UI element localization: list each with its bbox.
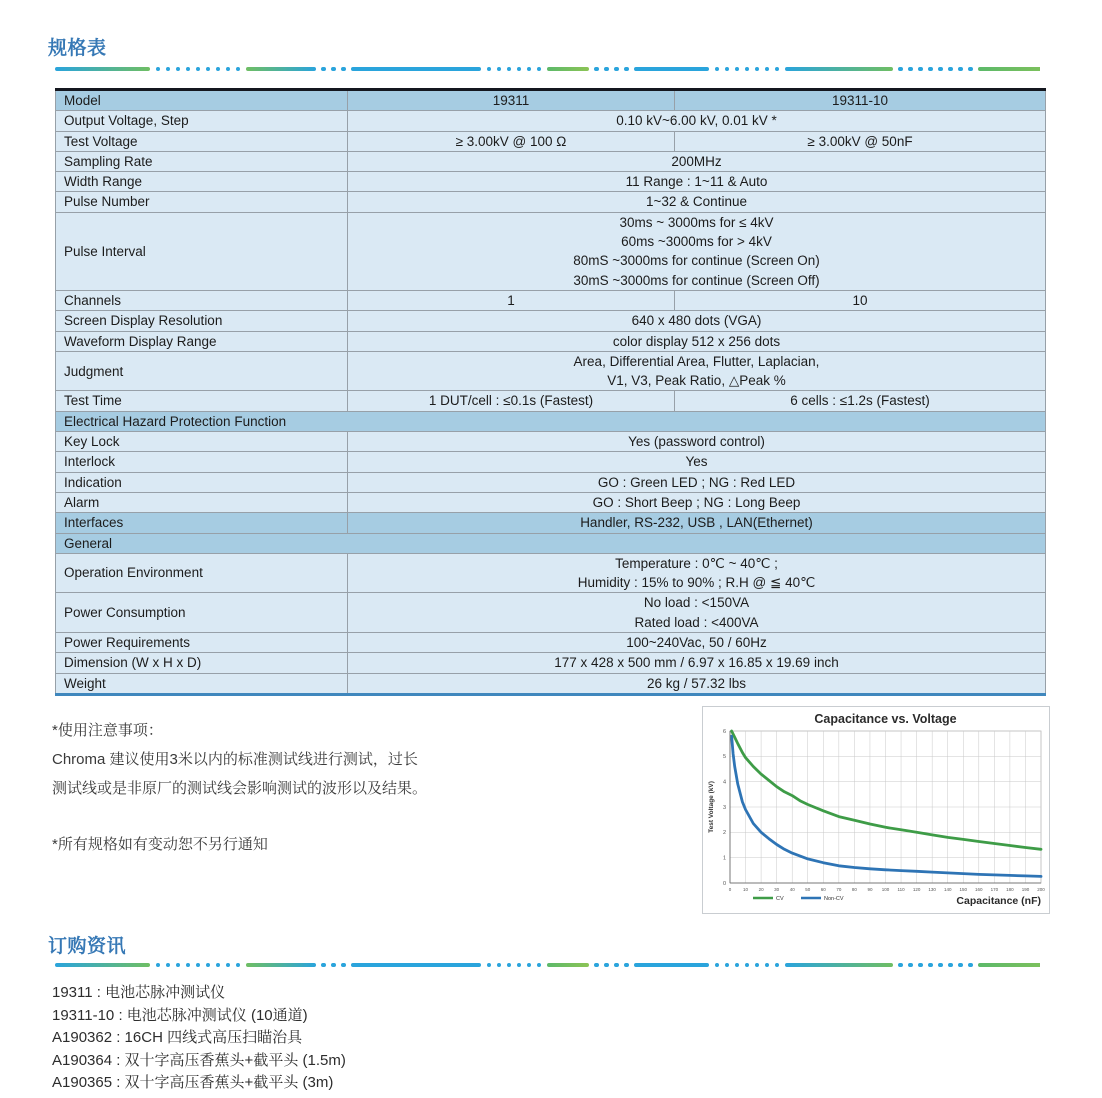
- divider-dot: [715, 963, 720, 968]
- divider-dot: [176, 963, 181, 968]
- spec-label-cell: Screen Display Resolution: [56, 311, 348, 331]
- divider-dot: [487, 67, 492, 72]
- spec-table-row: [56, 492, 1046, 512]
- spec-table-row: [56, 111, 1046, 131]
- svg-text:190: 190: [1021, 887, 1030, 892]
- spec-value-cell: 26 kg / 57.32 lbs: [348, 673, 1046, 694]
- divider-bar: [978, 963, 1040, 968]
- spec-value-cell: 6 cells : ≤1.2s (Fastest): [675, 391, 1046, 411]
- divider-dot: [948, 67, 953, 72]
- divider-dot: [487, 963, 492, 968]
- spec-table-row: [56, 131, 1046, 151]
- spec-label-cell: Dimension (W x H x D): [56, 653, 348, 673]
- spec-table-row: [56, 192, 1046, 212]
- spec-table-row: [56, 172, 1046, 192]
- ordering-section-title: 订购资讯: [48, 936, 127, 957]
- divider-dot: [186, 67, 191, 72]
- spec-table-row: [56, 533, 1046, 553]
- spec-value-cell: ≥ 3.00kV @ 50nF: [675, 131, 1046, 151]
- divider-dot: [176, 67, 181, 72]
- model-label-cell: Model: [56, 90, 348, 111]
- spec-value-cell: Handler, RS-232, USB , LAN(Ethernet): [348, 513, 1046, 533]
- divider-dot: [527, 963, 532, 968]
- divider-dot: [614, 67, 619, 72]
- divider-dot: [745, 963, 750, 968]
- divider-dot: [908, 67, 913, 72]
- divider-bar: [246, 67, 316, 72]
- spec-value-cell: GO : Short Beep ; NG : Long Beep: [348, 492, 1046, 512]
- spec-label-cell: Indication: [56, 472, 348, 492]
- svg-text:CV: CV: [776, 896, 784, 902]
- divider-dot: [624, 67, 629, 72]
- divider-dot: [226, 963, 231, 968]
- divider-dot: [958, 67, 963, 72]
- spec-table-row: [56, 452, 1046, 472]
- svg-text:30: 30: [774, 887, 780, 892]
- svg-text:170: 170: [990, 887, 999, 892]
- ordering-list: [52, 982, 346, 1095]
- spec-table-row: [56, 331, 1046, 351]
- spec-label-cell: Test Time: [56, 391, 348, 411]
- divider-dot: [156, 963, 161, 968]
- svg-text:20: 20: [758, 887, 764, 892]
- spec-value-cell: Yes (password control): [348, 432, 1046, 452]
- spec-value-cell: ≥ 3.00kV @ 100 Ω: [348, 131, 675, 151]
- divider-dot: [594, 963, 599, 968]
- divider-dot: [226, 67, 231, 72]
- spec-label-cell: Test Voltage: [56, 131, 348, 151]
- divider-dot: [497, 67, 502, 72]
- divider-dot: [715, 67, 720, 72]
- spec-value-cell: Area, Differential Area, Flutter, Laplacian, V1, V3, Peak Ratio, △Peak %: [348, 351, 1046, 391]
- divider-dot: [196, 963, 201, 968]
- section-divider: [55, 66, 1040, 72]
- divider-bar: [547, 963, 589, 968]
- spec-table-row: [56, 311, 1046, 331]
- spec-label-cell: Channels: [56, 290, 348, 310]
- spec-value-cell: GO : Green LED ; NG : Red LED: [348, 472, 1046, 492]
- chart-y-axis-label: Test Voltage (kV): [708, 781, 715, 833]
- spec-table-row: [56, 553, 1046, 593]
- spec-label-cell: Judgment: [56, 351, 348, 391]
- spec-value-cell: No load : <150VA Rated load : <400VA: [348, 593, 1046, 633]
- ordering-item: 19311-10 : 电池芯脉冲测试仪 (10通道): [52, 1006, 308, 1024]
- spec-label-cell: Power Requirements: [56, 633, 348, 653]
- spec-table-row: [56, 593, 1046, 633]
- divider-dot: [236, 67, 241, 72]
- divider-dot: [206, 67, 211, 72]
- divider-dot: [341, 67, 346, 72]
- divider-dot: [765, 67, 770, 72]
- svg-text:60: 60: [820, 887, 826, 892]
- divider-dot: [968, 67, 973, 72]
- spec-value-cell: 10: [675, 290, 1046, 310]
- svg-text:40: 40: [789, 887, 795, 892]
- divider-dot: [604, 963, 609, 968]
- model-19311-cell: 19311: [348, 90, 675, 111]
- divider-dot: [156, 67, 161, 72]
- divider-bar: [351, 67, 481, 72]
- divider-dot: [507, 963, 512, 968]
- divider-dot: [938, 963, 943, 968]
- divider-bar: [978, 67, 1040, 72]
- spec-label-cell: Output Voltage, Step: [56, 111, 348, 131]
- divider-dot: [898, 67, 903, 72]
- divider-dot: [928, 963, 933, 968]
- spec-value-cell: 200MHz: [348, 151, 1046, 171]
- spec-value-cell: 1: [348, 290, 675, 310]
- ordering-item: 19311 : 电池芯脉冲测试仪: [52, 984, 226, 1001]
- spec-value-cell: 1~32 & Continue: [348, 192, 1046, 212]
- svg-text:80: 80: [851, 887, 857, 892]
- divider-dot: [735, 67, 740, 72]
- divider-dot: [604, 67, 609, 72]
- svg-text:110: 110: [897, 887, 905, 892]
- divider-dot: [537, 963, 542, 968]
- svg-text:1: 1: [722, 855, 726, 862]
- section-header-cell: General: [56, 533, 1046, 553]
- divider-dot: [517, 963, 522, 968]
- divider-dot: [331, 67, 336, 72]
- spec-label-cell: Width Range: [56, 172, 348, 192]
- spec-table-row: [56, 673, 1046, 694]
- spec-label-cell: Pulse Interval: [56, 212, 348, 290]
- svg-text:100: 100: [881, 887, 890, 892]
- spec-value-cell: 1 DUT/cell : ≤0.1s (Fastest): [348, 391, 675, 411]
- spec-label-cell: Alarm: [56, 492, 348, 512]
- divider-dot: [186, 963, 191, 968]
- divider-dot: [918, 67, 923, 72]
- note-line: *使用注意事项：: [52, 722, 163, 739]
- divider-dot: [166, 963, 171, 968]
- divider-dot: [321, 67, 326, 72]
- spec-label-cell: Key Lock: [56, 432, 348, 452]
- spec-table-body: [56, 90, 1046, 695]
- spec-table-header-row: [56, 90, 1046, 111]
- divider-dot: [765, 963, 770, 968]
- svg-text:140: 140: [943, 887, 952, 892]
- divider-dot: [321, 963, 326, 968]
- spec-table-row: [56, 411, 1046, 431]
- spec-table-row: [56, 472, 1046, 492]
- svg-text:10: 10: [743, 887, 749, 892]
- spec-table-row: [56, 151, 1046, 171]
- divider-dot: [507, 67, 512, 72]
- divider-dot: [898, 963, 903, 968]
- svg-text:90: 90: [867, 887, 873, 892]
- svg-text:130: 130: [928, 887, 936, 892]
- spec-value-cell: 100~240Vac, 50 / 60Hz: [348, 633, 1046, 653]
- spec-section-title: 规格表: [48, 38, 107, 59]
- svg-text:6: 6: [722, 728, 726, 735]
- divider-dot: [735, 963, 740, 968]
- spec-table-row: [56, 653, 1046, 673]
- divider-dot: [614, 963, 619, 968]
- ordering-item: A190364 : 双十字高压香蕉头+截平头 (1.5m): [52, 1051, 346, 1069]
- spec-label-cell: Sampling Rate: [56, 151, 348, 171]
- svg-text:180: 180: [1006, 887, 1014, 892]
- svg-text:150: 150: [959, 887, 968, 892]
- divider-bar: [55, 67, 150, 72]
- divider-bar: [785, 67, 893, 72]
- svg-text:120: 120: [912, 887, 921, 892]
- disclaimer-note: *所有规格如有变动恕不另行通知: [52, 836, 268, 853]
- divider-dot: [948, 963, 953, 968]
- divider-dot: [341, 963, 346, 968]
- ordering-item: A190365 : 双十字高压香蕉头+截平头 (3m): [52, 1074, 334, 1091]
- divider-bar: [785, 963, 893, 968]
- spec-table-row: [56, 212, 1046, 290]
- note-line: 测试线或是非原厂的测试线会影响测试的波形以及结果。: [52, 780, 428, 797]
- svg-text:70: 70: [836, 887, 842, 892]
- divider-dot: [527, 67, 532, 72]
- divider-dot: [196, 67, 201, 72]
- svg-text:50: 50: [805, 887, 811, 892]
- spec-label-cell: Operation Environment: [56, 553, 348, 593]
- spec-table-row: [56, 351, 1046, 391]
- divider-dot: [725, 963, 730, 968]
- spec-table-row: [56, 633, 1046, 653]
- svg-text:2: 2: [722, 830, 726, 837]
- chart-x-axis-label: Capacitance (nF): [956, 895, 1041, 907]
- divider-bar: [634, 963, 709, 968]
- section-divider: [55, 962, 1040, 968]
- spec-table-row: [56, 513, 1046, 533]
- spec-table-row: [56, 391, 1046, 411]
- section-header-cell: Electrical Hazard Protection Function: [56, 411, 1046, 431]
- spec-label-cell: Power Consumption: [56, 593, 348, 633]
- divider-dot: [236, 963, 241, 968]
- divider-dot: [918, 963, 923, 968]
- divider-dot: [938, 67, 943, 72]
- divider-dot: [166, 67, 171, 72]
- spec-table: [55, 88, 1046, 696]
- model-19311-10-cell: 19311-10: [675, 90, 1046, 111]
- note-line: Chroma 建议使用3米以内的标准测试线进行测试，过长: [52, 751, 418, 768]
- svg-text:Non-CV: Non-CV: [824, 896, 844, 902]
- spec-label-cell: Interfaces: [56, 513, 348, 533]
- spec-value-cell: Temperature : 0℃ ~ 40℃ ; Humidity : 15% to 90% ; R.H @ ≦ 40℃: [348, 553, 1046, 593]
- divider-dot: [517, 67, 522, 72]
- divider-bar: [246, 963, 316, 968]
- svg-text:0: 0: [722, 880, 726, 887]
- chart-title: Capacitance vs. Voltage: [814, 712, 957, 726]
- divider-dot: [775, 67, 780, 72]
- svg-text:160: 160: [975, 887, 983, 892]
- spec-label-cell: Interlock: [56, 452, 348, 472]
- divider-dot: [594, 67, 599, 72]
- ordering-item: A190362 : 16CH 四线式高压扫瞄治具: [52, 1029, 303, 1046]
- spec-label-cell: Pulse Number: [56, 192, 348, 212]
- divider-dot: [624, 963, 629, 968]
- spec-value-cell: 30ms ~ 3000ms for ≤ 4kV 60ms ~3000ms for > 4kV 80mS ~3000ms for continue (Screen On) 30mS ~3000ms for continue (Screen Off): [348, 212, 1046, 290]
- svg-text:200: 200: [1037, 887, 1045, 892]
- divider-bar: [634, 67, 709, 72]
- divider-dot: [968, 963, 973, 968]
- divider-bar: [547, 67, 589, 72]
- spec-value-cell: 0.10 kV~6.00 kV, 0.01 kV *: [348, 111, 1046, 131]
- svg-text:3: 3: [722, 804, 726, 811]
- svg-text:0: 0: [728, 887, 732, 892]
- spec-value-cell: Yes: [348, 452, 1046, 472]
- spec-value-cell: 640 x 480 dots (VGA): [348, 311, 1046, 331]
- divider-bar: [55, 963, 150, 968]
- divider-dot: [497, 963, 502, 968]
- chart-svg: [703, 707, 1049, 913]
- spec-value-cell: 177 x 428 x 500 mm / 6.97 x 16.85 x 19.69 inch: [348, 653, 1046, 673]
- divider-dot: [958, 963, 963, 968]
- divider-dot: [725, 67, 730, 72]
- svg-text:5: 5: [722, 754, 726, 761]
- divider-bar: [351, 963, 481, 968]
- divider-dot: [928, 67, 933, 72]
- divider-dot: [775, 963, 780, 968]
- usage-notes: [52, 716, 512, 859]
- spec-table-row: [56, 290, 1046, 310]
- spec-label-cell: Waveform Display Range: [56, 331, 348, 351]
- divider-dot: [908, 963, 913, 968]
- capacitance-voltage-chart: [702, 706, 1050, 914]
- spec-label-cell: Weight: [56, 673, 348, 694]
- divider-dot: [216, 67, 221, 72]
- spec-value-cell: color display 512 x 256 dots: [348, 331, 1046, 351]
- spec-table-row: [56, 432, 1046, 452]
- divider-dot: [537, 67, 542, 72]
- divider-dot: [216, 963, 221, 968]
- divider-dot: [331, 963, 336, 968]
- divider-dot: [755, 963, 760, 968]
- spec-value-cell: 11 Range : 1~11 & Auto: [348, 172, 1046, 192]
- divider-dot: [745, 67, 750, 72]
- svg-text:4: 4: [722, 779, 726, 786]
- divider-dot: [755, 67, 760, 72]
- divider-dot: [206, 963, 211, 968]
